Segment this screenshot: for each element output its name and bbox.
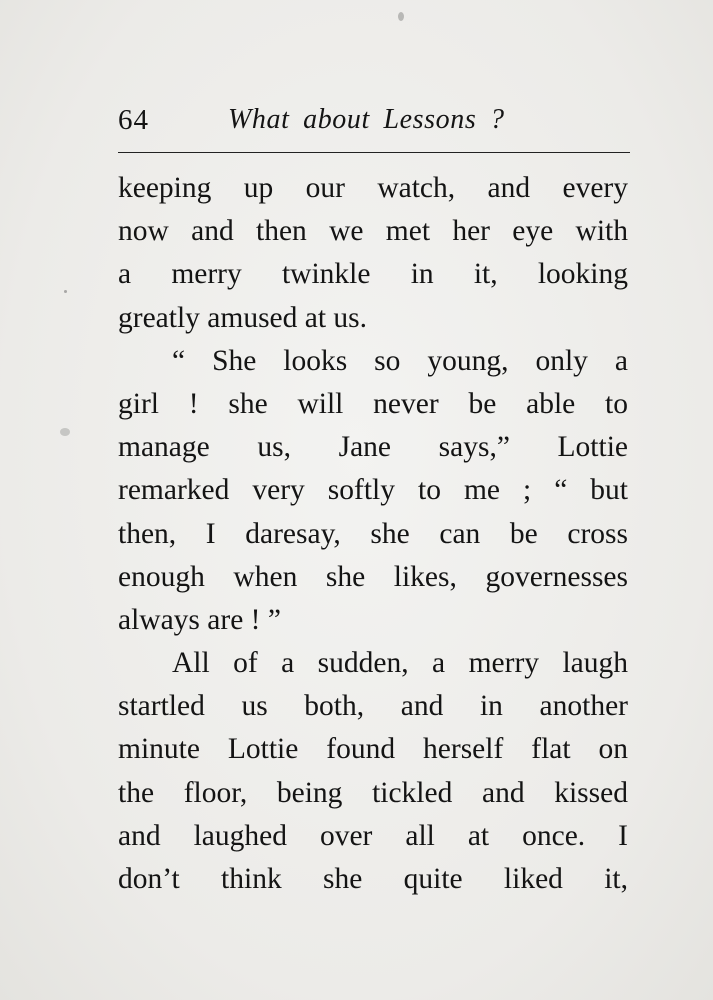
paper-speck (398, 12, 404, 21)
text-line: now and then we met her eye with (118, 215, 628, 248)
paper-speck (60, 428, 70, 436)
text-line: All of a sudden, a merry laugh (172, 647, 628, 680)
text-line: don’t think she quite liked it, (118, 863, 628, 895)
header-rule (118, 152, 630, 153)
text-line: and laughed over all at once. I (118, 819, 628, 852)
text-line: manage us, Jane says,” Lottie (118, 431, 628, 464)
text-line: enough when she likes, governesses (118, 560, 628, 593)
text-line: “ She looks so young, only a (172, 344, 628, 377)
text-line: minute Lottie found herself flat on (118, 733, 628, 766)
text-line: a merry twinkle in it, looking (118, 258, 628, 291)
running-title: What about Lessons ? (228, 104, 505, 135)
paper-speck (64, 290, 67, 293)
text-line: keeping up our watch, and every (118, 172, 628, 204)
text-line: startled us both, and in another (118, 690, 628, 723)
text-line: the floor, being tickled and kissed (118, 776, 628, 809)
page-number: 64 (118, 104, 149, 136)
running-header (118, 98, 630, 142)
text-line: girl ! she will never be able to (118, 387, 628, 420)
text-line: remarked very softly to me ; “ but (118, 474, 628, 507)
text-line: always are ! ” (118, 603, 281, 636)
body-text (118, 167, 628, 901)
text-line: then, I daresay, she can be cross (118, 517, 628, 550)
text-line: greatly amused at us. (118, 301, 368, 334)
